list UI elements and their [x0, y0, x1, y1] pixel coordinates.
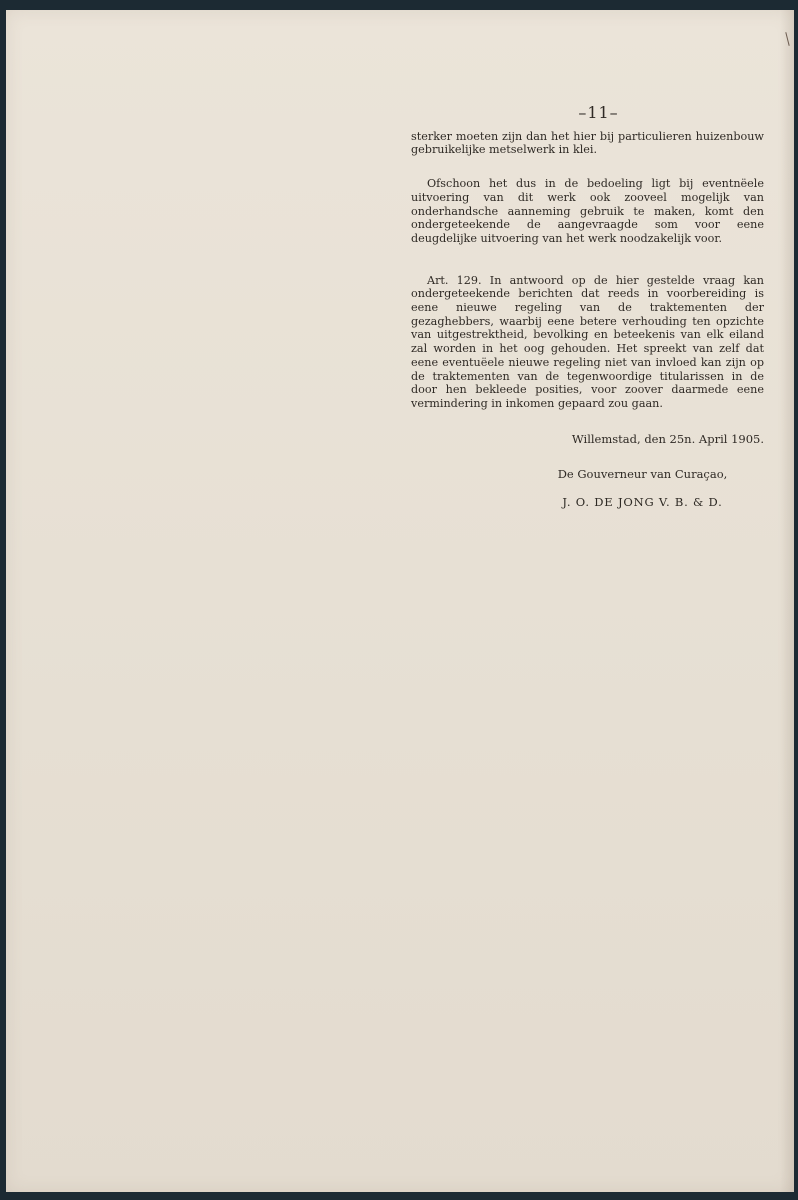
page-number: –11–	[578, 103, 619, 122]
page-edge-shadow	[780, 10, 794, 1192]
place-date: Willemstad, den 25n. April 1905.	[571, 431, 764, 446]
signer-name: J. O. DE JONG V. B. & D.	[562, 495, 723, 510]
paragraph-3: Art. 129. In antwoord op de hier gestelde vraag kan ondergeteekende berichten dat reeds in voorbereiding is eene nieuwe regeling van de traktementen der gezaghebbers, waarbij eene betere verhouding ten opzichte van uitgestrektheid, bevolking en beteekenis van elk eiland zal worden in het oog gehouden. Het spreekt van zelf dat eene eventuëele nieuwe regeling niet van invloed kan zijn op de traktementen van de tegenwoordige titularissen in de door hen bekleede posities, voor zoover daarmede eene vermindering in inkomen gepaard zou gaan.	[411, 273, 764, 410]
document-page	[6, 10, 794, 1192]
paragraph-2: Ofschoon het dus in de bedoeling ligt bij eventnëele uitvoering van dit werk ook zooveel mogelijk van onderhandsche aanneming gebruik te maken, komt den ondergeteekende de aangevraagde som voor eene deugdelijke uitvoering van het werk noodzakelijk voor.	[411, 177, 764, 245]
paragraph-1: sterker moeten zijn dan het hier bij particulieren huizenbouw gebruikelijke metselwerk in klei.	[411, 129, 764, 157]
text-column	[411, 103, 764, 510]
signer-title: De Gouverneur van Curaçao,	[557, 467, 728, 482]
